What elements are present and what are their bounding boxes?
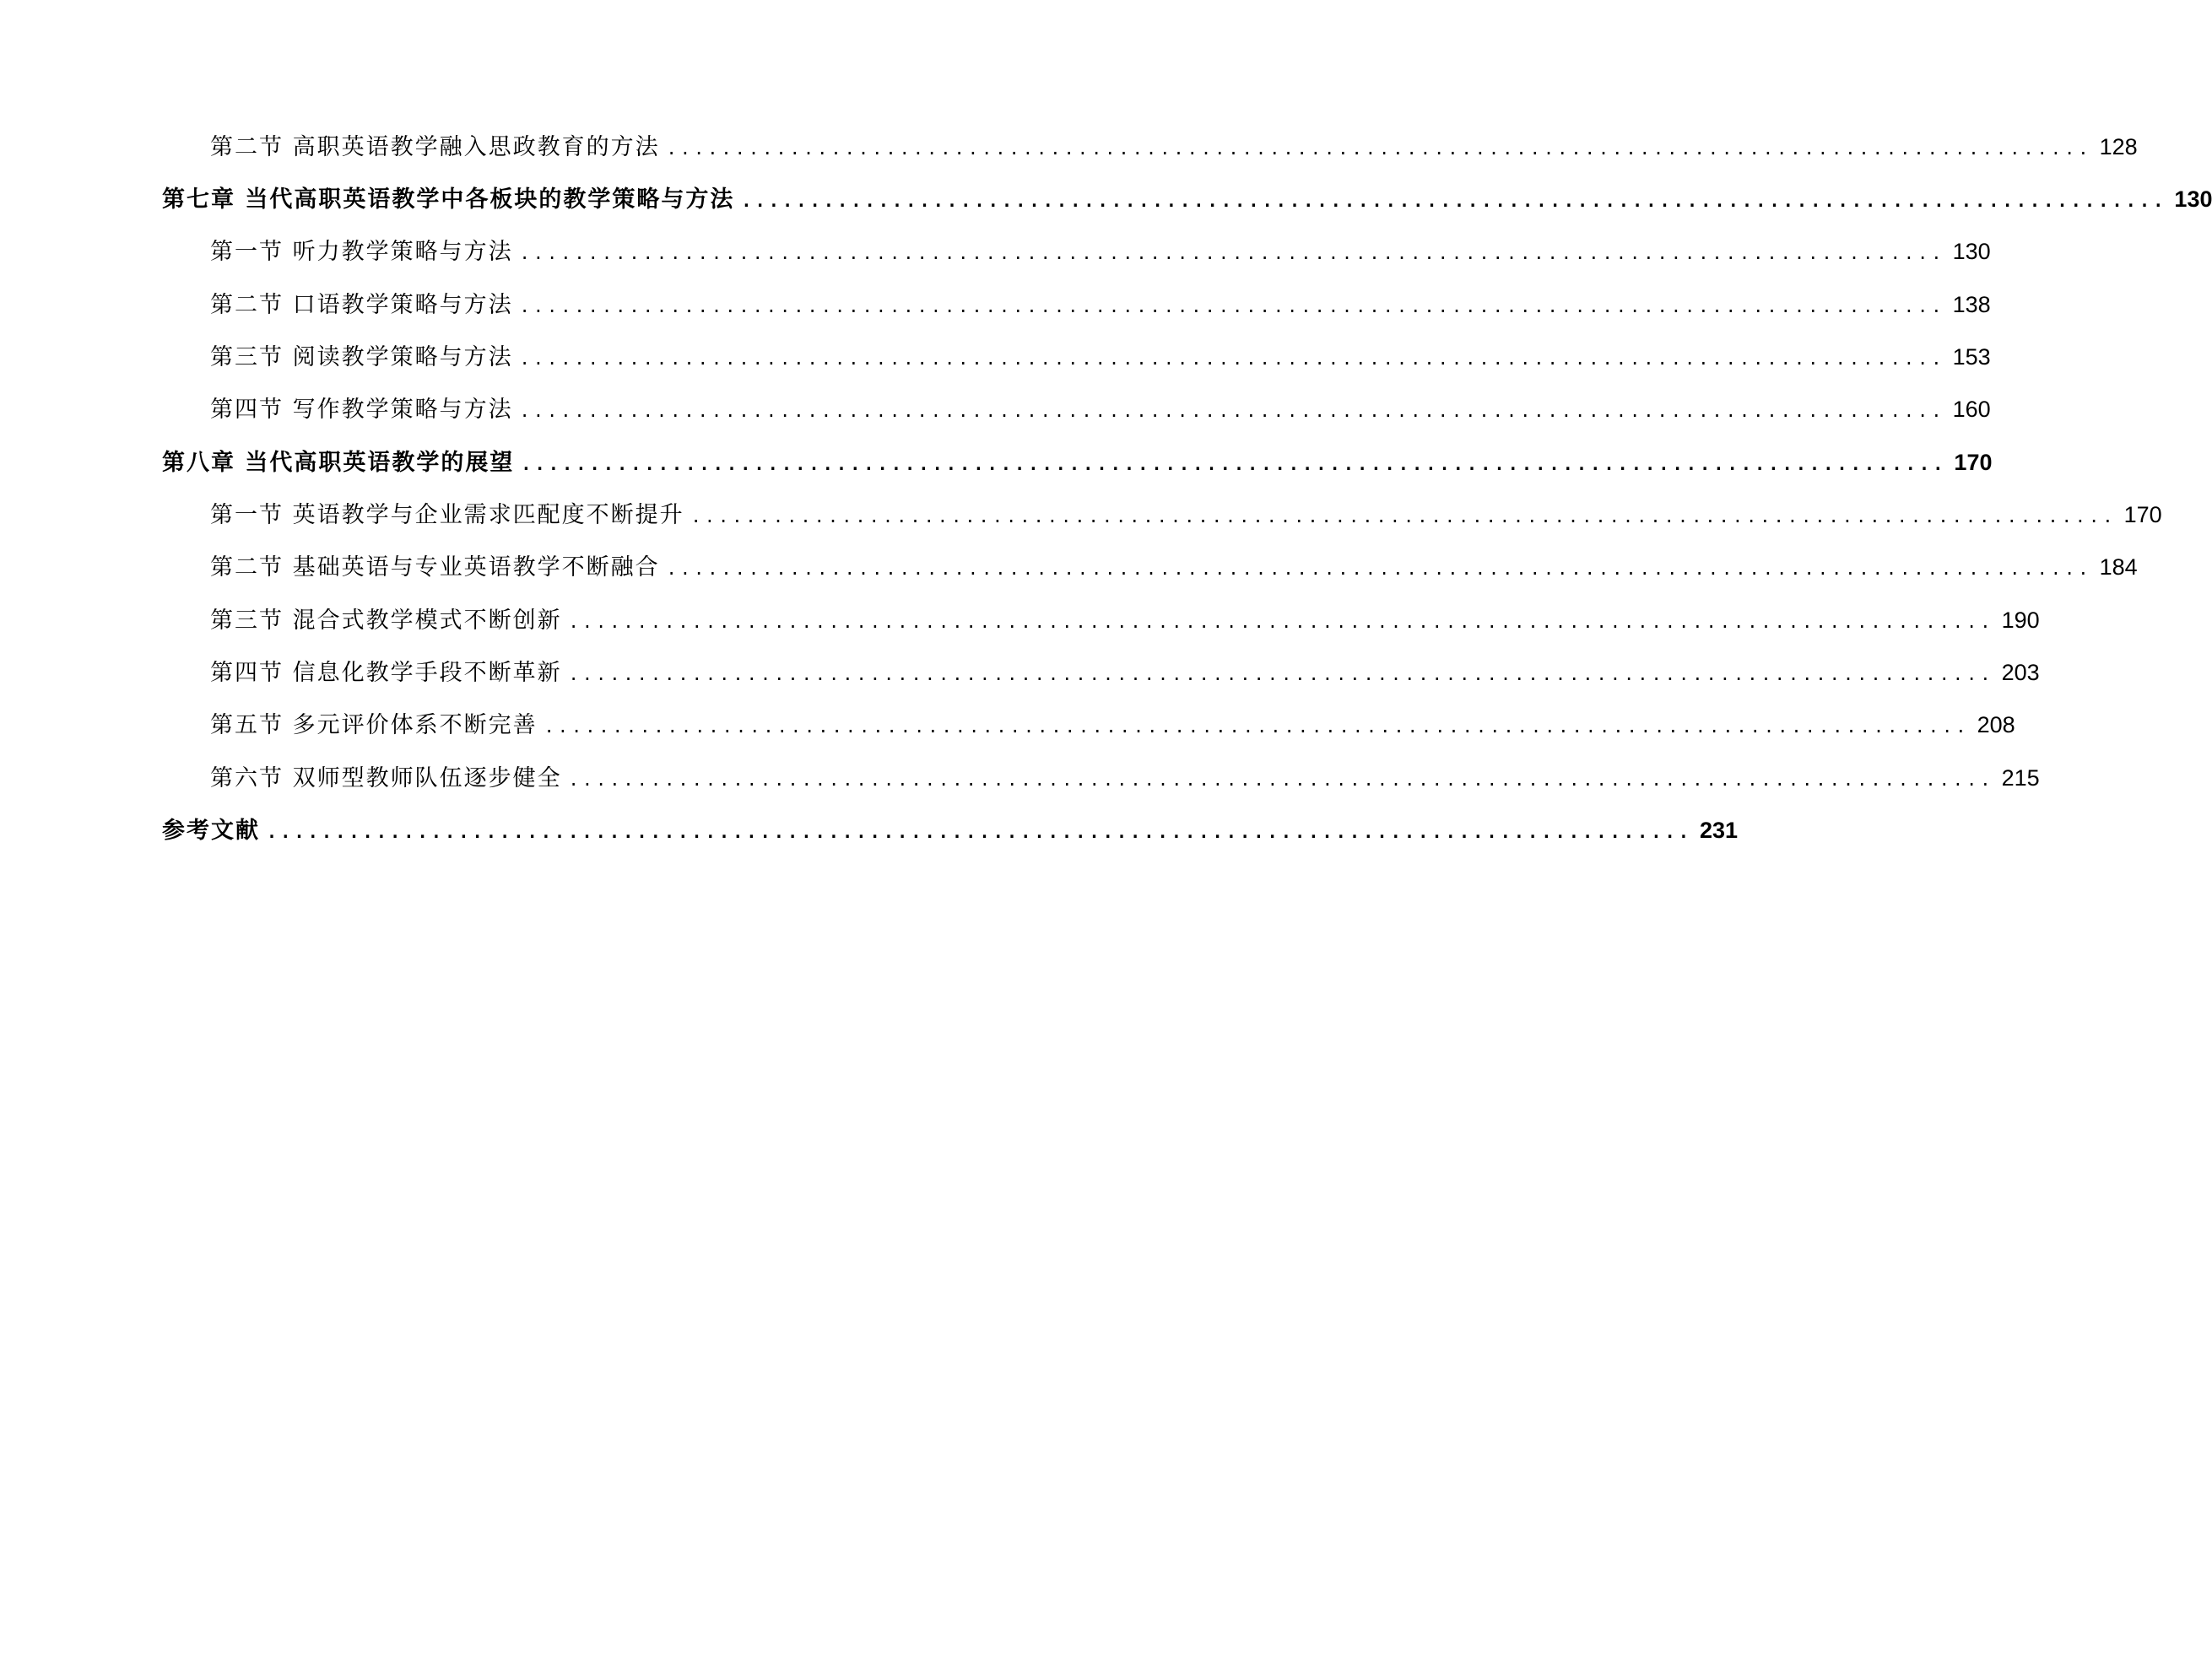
- dot-leader: ........................................................................................................: [568, 612, 1994, 632]
- toc-entry-text: 基础英语与专业英语教学不断融合: [292, 554, 660, 581]
- toc-entry-label: 第六节: [210, 765, 284, 791]
- toc-entry-label: 第三节: [210, 344, 284, 370]
- toc-entry-page: 153: [1952, 344, 1991, 370]
- toc-entry-page: 130: [1952, 239, 1991, 264]
- toc-entry-title: [162, 180, 734, 220]
- toc-entry-text: 写作教学策略与方法: [292, 397, 513, 423]
- toc-entry[interactable]: [162, 179, 2212, 219]
- toc-entry-page: 128: [2099, 134, 2138, 159]
- toc-entry[interactable]: [210, 389, 1991, 429]
- toc-entry-title: [210, 285, 513, 326]
- toc-entry[interactable]: [210, 600, 2040, 640]
- dot-leader: ........................................................................................................: [690, 506, 2117, 527]
- toc-entry-title: [210, 390, 513, 430]
- toc-entry-page: 170: [2123, 502, 2162, 527]
- toc-entry-title: [210, 653, 562, 694]
- toc-entry-title: [162, 811, 260, 851]
- toc-entry-text: 英语教学与企业需求匹配度不断提升: [292, 502, 684, 528]
- toc-entry[interactable]: [210, 231, 1991, 272]
- toc-entry[interactable]: [162, 442, 1993, 483]
- toc-entry-label: 第七章: [162, 186, 235, 213]
- toc-entry-label: 第四节: [210, 660, 284, 686]
- toc-entry-title: [210, 548, 660, 588]
- dot-leader: ........................................................................................................: [544, 716, 1970, 737]
- toc-entry-title: [210, 759, 562, 799]
- toc-entry-text: 口语教学策略与方法: [292, 292, 513, 318]
- toc-entry-page: 184: [2099, 554, 2138, 580]
- toc-entry-text: 听力教学策略与方法: [292, 239, 513, 265]
- toc-entry-title: [210, 495, 684, 536]
- toc-entry-label: 第五节: [210, 712, 284, 738]
- toc-entry-title: [162, 443, 514, 483]
- dot-leader: ........................................................................................................: [519, 401, 1945, 421]
- toc-entry-text: 当代高职英语教学中各板块的教学策略与方法: [245, 186, 735, 213]
- toc-entry[interactable]: [210, 127, 2138, 167]
- toc-entry[interactable]: [210, 547, 2138, 587]
- toc-entry-page: 231: [1700, 818, 1739, 843]
- dot-leader: ........................................................................................................: [666, 559, 2092, 579]
- toc-entry-page: 190: [2001, 608, 2040, 633]
- dot-leader: ........................................................................................................: [521, 454, 1947, 474]
- toc-entry-page: 208: [1977, 712, 2015, 737]
- toc-entry-label: 第二节: [210, 134, 284, 160]
- toc-entry-page: 215: [2001, 765, 2040, 791]
- toc-entry-text: 高职英语教学融入思政教育的方法: [292, 134, 660, 160]
- toc-entry-label: 第三节: [210, 608, 284, 634]
- toc-entry-page: 138: [1952, 292, 1991, 317]
- toc-entry-text: 阅读教学策略与方法: [292, 344, 513, 370]
- toc-entry-title: [210, 705, 538, 746]
- dot-leader: ........................................................................................................: [519, 296, 1945, 316]
- toc-entry[interactable]: [210, 758, 2040, 798]
- toc-entry-label: 第二节: [210, 554, 284, 581]
- toc-entry-text: 信息化教学手段不断革新: [292, 660, 562, 686]
- toc-entry-page: 170: [1954, 450, 1993, 475]
- toc-entry-label: 第二节: [210, 292, 284, 318]
- toc-entry[interactable]: [210, 494, 2162, 535]
- toc-entry-title: [210, 232, 513, 273]
- toc-entry[interactable]: [210, 652, 2040, 693]
- dot-leader: ........................................................................................................: [568, 664, 1994, 684]
- dot-leader: ........................................................................................................: [519, 243, 1945, 263]
- toc-entry[interactable]: [210, 705, 2015, 745]
- dot-leader: ........................................................................................................: [267, 822, 1693, 842]
- toc-entry-label: 第一节: [210, 239, 284, 265]
- toc-entry-page: 130: [2174, 186, 2212, 212]
- toc-entry-text: 混合式教学模式不断创新: [292, 608, 562, 634]
- dot-leader: ........................................................................................................: [568, 770, 1994, 790]
- toc-entry-page: 203: [2001, 660, 2040, 685]
- toc-entry-label: 第四节: [210, 397, 284, 423]
- toc-entry[interactable]: [210, 284, 1991, 325]
- toc-entry-title: [210, 601, 562, 641]
- toc-entry-title: [210, 127, 660, 168]
- toc-entry-text: 当代高职英语教学的展望: [245, 450, 515, 476]
- toc-entry-title: [210, 338, 513, 378]
- toc-entry[interactable]: [162, 810, 1739, 851]
- dot-leader: ........................................................................................................: [666, 138, 2092, 159]
- dot-leader: ........................................................................................................: [519, 348, 1945, 369]
- toc-entry-label: 第八章: [162, 450, 235, 476]
- dot-leader: ........................................................................................................: [741, 191, 2167, 211]
- toc-entry-page: 160: [1952, 397, 1991, 422]
- toc-entry-text: 参考文献: [162, 818, 260, 844]
- toc-entry-text: 多元评价体系不断完善: [292, 712, 538, 738]
- toc-entry-text: 双师型教师队伍逐步健全: [292, 765, 562, 791]
- toc-entry[interactable]: [210, 337, 1991, 377]
- toc-entry-label: 第一节: [210, 502, 284, 528]
